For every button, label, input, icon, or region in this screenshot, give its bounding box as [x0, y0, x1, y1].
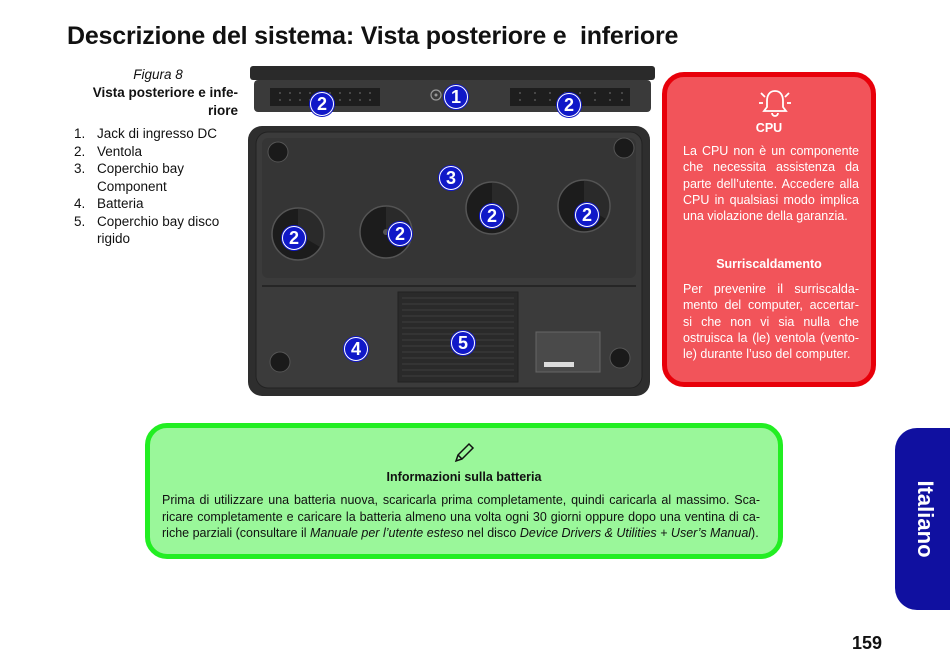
legend-item: 1. Jack di ingresso DC [74, 126, 218, 141]
legend-item: 3. Coperchio bay Component [74, 161, 185, 194]
legend-item: 4. Batteria [74, 196, 144, 211]
note-box [145, 423, 783, 559]
warning-heading-overheating: Surriscaldamento [716, 257, 822, 271]
callout-marker-2: 2 [557, 93, 581, 117]
page-title: Descrizione del sistema: Vista posteriore e inferiore [67, 22, 679, 50]
language-label: Italiano [913, 480, 938, 558]
warning-text-cpu: La CPU non è un componente che necessita assistenza da parte dell’utente. Accedere alla CPU in qualsiasi modo implica una violazione della garanzia. [683, 144, 859, 224]
figure-caption [78, 66, 238, 120]
callout-marker-2: 2 [575, 203, 599, 227]
callout-marker-2: 2 [480, 204, 504, 228]
figure-number: Figura 8 [133, 67, 183, 82]
manual-reference: Manuale per l’utente esteso [309, 526, 464, 540]
callout-marker-3: 3 [439, 166, 463, 190]
warning-box [662, 72, 876, 387]
callout-marker-4: 4 [344, 337, 368, 361]
legend-item: 5. Coperchio bay disco rigido [74, 213, 220, 246]
language-side-tab [895, 428, 950, 610]
figure-legend [74, 125, 249, 248]
note-heading: Informazioni sulla batteria [386, 470, 542, 484]
callout-marker-2: 2 [282, 226, 306, 250]
note-text: Prima di utilizzare una batteria nuova, scaricarla prima completamente, quindi caricarla al massimo. Sca- ricare completamente e caricare la batteria almeno una volta ogni 30 giorni oppure dopo una ventina di ca- riche parziali (consultare il Manuale per l’utente esteso nel disco Device Drivers & Utilities + User’s Manual). [162, 493, 760, 540]
warning-text-overheating: Per prevenire il surriscalda- mento del computer, accertar- si che non vi sia nulla che ostruisca la (le) ventola (vento- le) durante l’uso del computer. [683, 282, 859, 362]
pen-icon [453, 442, 475, 464]
figure-title: Vista posteriore e infe- riore [92, 85, 238, 118]
callout-marker-1: 1 [444, 85, 468, 109]
callout-marker-2: 2 [310, 92, 334, 116]
warning-bell-icon [757, 87, 793, 117]
disc-reference: Device Drivers & Utilities + User’s Manual [519, 526, 752, 540]
page-number: 159 [852, 633, 883, 653]
callout-marker-5: 5 [451, 331, 475, 355]
warning-heading-cpu: CPU [755, 121, 783, 135]
legend-item: 2. Ventola [74, 143, 143, 159]
callout-marker-2: 2 [388, 222, 412, 246]
